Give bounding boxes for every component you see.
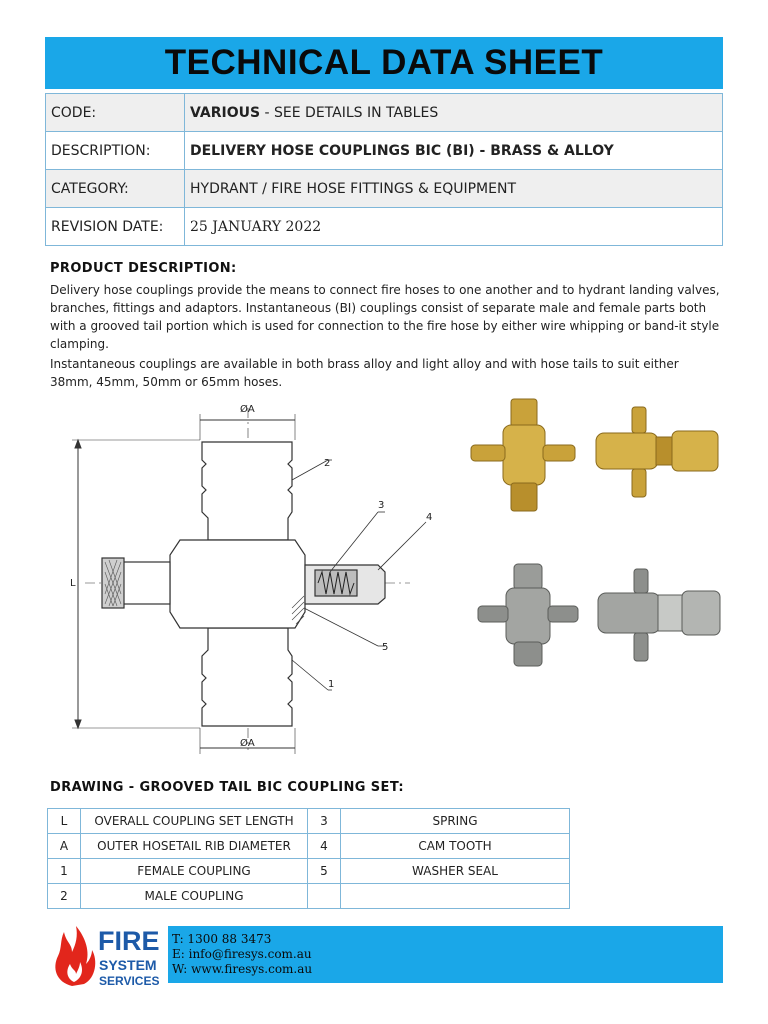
brass-coupling-photo	[465, 395, 580, 515]
logo-services-text: SERVICES	[99, 974, 160, 988]
legend-desc: FEMALE COUPLING	[81, 859, 308, 884]
drawing-heading: DRAWING - GROOVED TAIL BIC COUPLING SET:	[50, 780, 404, 795]
callout-2: 2	[324, 458, 331, 469]
contact-phone: T: 1300 88 3473	[172, 932, 272, 946]
callout-4: 4	[426, 512, 433, 523]
legend-key: A	[48, 834, 81, 859]
legend-desc	[341, 884, 570, 909]
table-row	[48, 834, 570, 859]
legend-desc: MALE COUPLING	[81, 884, 308, 909]
info-row-revision	[46, 208, 723, 246]
info-row-code	[46, 94, 723, 132]
code-value	[185, 94, 723, 132]
category-value: HYDRANT / FIRE HOSE FITTINGS & EQUIPMENT	[185, 170, 723, 208]
description-label: DESCRIPTION:	[46, 132, 185, 170]
legend-key: 4	[308, 834, 341, 859]
legend-desc: CAM TOOTH	[341, 834, 570, 859]
contact-website[interactable]: W: www.firesys.com.au	[172, 962, 313, 976]
alloy-coupling-photo	[470, 560, 585, 670]
info-row-description	[46, 132, 723, 170]
contact-block	[172, 932, 312, 977]
revision-label: REVISION DATE:	[46, 208, 185, 246]
info-table	[45, 93, 723, 246]
product-description-paragraph-2: Instantaneous couplings are available in both brass alloy and light alloy and with hose tails to suit either 38mm, 45mm, 50mm or 65mm hoses.	[50, 357, 679, 389]
legend-key: L	[48, 809, 81, 834]
code-value-rest: - SEE DETAILS IN TABLES	[260, 104, 439, 121]
dim-top-label: ØA	[240, 404, 255, 415]
parts-legend-table	[47, 808, 570, 909]
table-row	[48, 884, 570, 909]
callout-1: 1	[328, 679, 335, 690]
code-value-bold: VARIOUS	[190, 104, 261, 121]
legend-key: 5	[308, 859, 341, 884]
callout-3: 3	[378, 500, 385, 511]
legend-desc: OUTER HOSETAIL RIB DIAMETER	[81, 834, 308, 859]
revision-value: 25 JANUARY 2022	[185, 208, 723, 246]
logo-system-text: SYSTEM	[99, 957, 157, 973]
product-description-heading: PRODUCT DESCRIPTION:	[50, 261, 237, 276]
table-row	[48, 859, 570, 884]
legend-desc: WASHER SEAL	[341, 859, 570, 884]
fire-system-services-logo	[50, 924, 170, 988]
category-label: CATEGORY:	[46, 170, 185, 208]
page-title: TECHNICAL DATA SHEET	[164, 43, 604, 82]
code-label: CODE:	[46, 94, 185, 132]
table-row	[48, 809, 570, 834]
title-bar	[45, 37, 723, 89]
product-description-paragraph-1: Delivery hose couplings provide the means to connect fire hoses to one another and to hydrant landing valves, branches, fittings and adaptors. Instantaneous (BI) couplings consist of separate male and female parts both with a grooved tail portion which is used for connection to the fire hose by either wire whipping or band-it style clamping.	[50, 283, 720, 351]
dim-bottom-label: ØA	[240, 738, 255, 749]
legend-key: 3	[308, 809, 341, 834]
alloy-coupling-parts-photo	[594, 567, 724, 667]
legend-key	[308, 884, 341, 909]
brass-coupling-parts-photo	[592, 403, 722, 503]
dim-length-label: L	[70, 578, 76, 589]
legend-desc: SPRING	[341, 809, 570, 834]
description-value-text: DELIVERY HOSE COUPLINGS BIC (BI) - BRASS & ALLOY	[190, 142, 614, 159]
coupling-technical-drawing	[60, 400, 450, 755]
description-value	[185, 132, 723, 170]
legend-key: 1	[48, 859, 81, 884]
info-row-category	[46, 170, 723, 208]
legend-desc: OVERALL COUPLING SET LENGTH	[81, 809, 308, 834]
callout-5: 5	[382, 642, 389, 653]
logo-fire-text: FIRE	[98, 926, 160, 956]
contact-email[interactable]: E: info@firesys.com.au	[172, 947, 312, 961]
legend-key: 2	[48, 884, 81, 909]
